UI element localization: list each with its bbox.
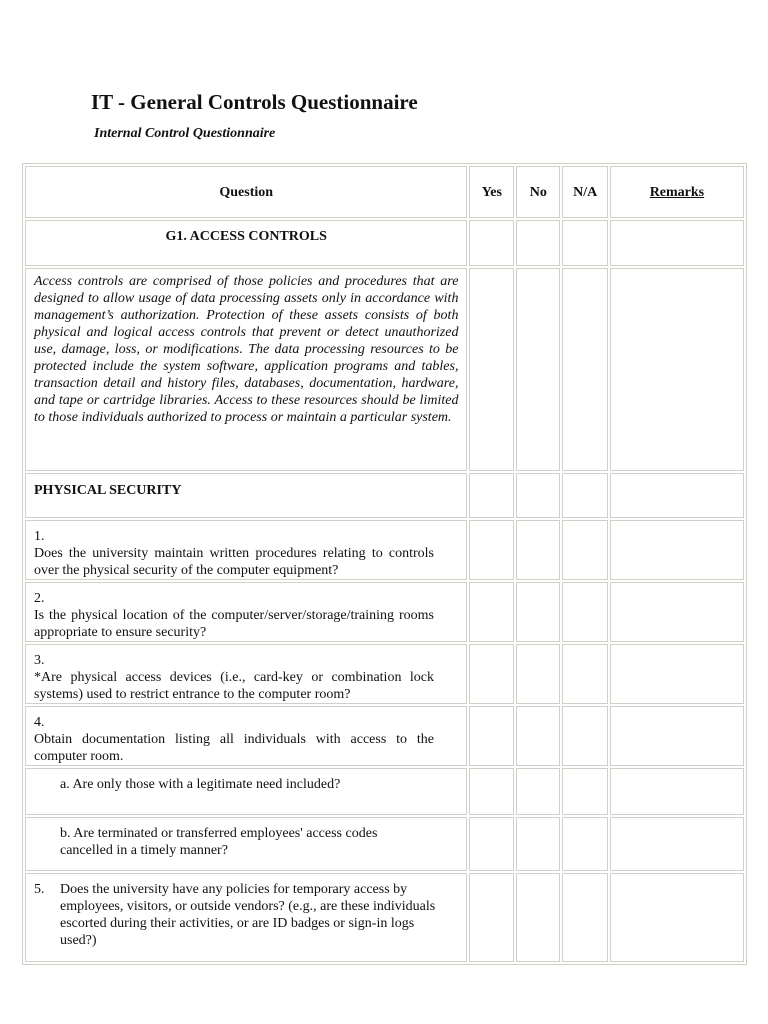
na-cell[interactable]: [562, 582, 607, 642]
remarks-cell[interactable]: [610, 520, 744, 580]
subsection-row: [25, 473, 744, 518]
yes-cell[interactable]: [469, 582, 514, 642]
question-cell: [25, 817, 467, 871]
no-cell[interactable]: [516, 220, 560, 266]
header-no: No: [516, 166, 560, 218]
question-row: [25, 520, 744, 580]
yes-cell[interactable]: [469, 644, 514, 704]
na-cell[interactable]: [562, 873, 607, 962]
question-text: *Are physical access devices (i.e., card-key or combination lock systems) used to restrict entrance to the computer room?: [34, 670, 434, 702]
question-row: [25, 582, 744, 642]
question-row: [25, 817, 744, 871]
remarks-label: Remarks: [649, 184, 705, 200]
yes-cell[interactable]: [469, 473, 514, 518]
no-cell[interactable]: [516, 768, 560, 815]
question-number: 4.: [34, 715, 45, 730]
question-number: 2.: [34, 591, 45, 606]
page-subtitle: Internal Control Questionnaire: [94, 126, 276, 141]
question-cell: [25, 644, 467, 704]
question-text: Does the university have any policies for temporary access by employees, visitors, or outside vendors? (e.g., are these individuals escorted during their activities, or are ID badges or sign-in logs used?): [60, 882, 436, 948]
na-cell[interactable]: [562, 268, 607, 471]
no-cell[interactable]: [516, 706, 560, 766]
no-cell[interactable]: [516, 473, 560, 518]
question-number: 1.: [34, 529, 45, 544]
question-cell: [25, 706, 467, 766]
remarks-cell[interactable]: [610, 582, 744, 642]
na-cell[interactable]: [562, 473, 607, 518]
na-cell[interactable]: [562, 644, 607, 704]
yes-cell[interactable]: [469, 768, 514, 815]
subsection-title: PHYSICAL SECURITY: [25, 473, 467, 518]
question-text: Obtain documentation listing all individuals with access to the computer room.: [34, 732, 434, 764]
no-cell[interactable]: [516, 582, 560, 642]
na-cell[interactable]: [562, 706, 607, 766]
remarks-cell[interactable]: [610, 268, 744, 471]
remarks-cell[interactable]: [610, 706, 744, 766]
question-number: 3.: [34, 653, 45, 668]
question-cell: [25, 873, 467, 962]
remarks-cell[interactable]: [610, 768, 744, 815]
no-cell[interactable]: [516, 268, 560, 471]
question-cell: [25, 582, 467, 642]
yes-cell[interactable]: [469, 268, 514, 471]
section-row: [25, 220, 744, 266]
question-text: b. Are terminated or transferred employees' access codes cancelled in a timely manner?: [60, 826, 378, 858]
remarks-cell[interactable]: [610, 873, 744, 962]
question-row: [25, 768, 744, 815]
na-cell[interactable]: [562, 520, 607, 580]
question-cell: [25, 520, 467, 580]
remarks-cell[interactable]: [610, 644, 744, 704]
question-cell: [25, 768, 467, 815]
questionnaire-table: [22, 163, 747, 965]
question-text: Does the university maintain written procedures relating to controls over the physical security of the computer equipment?: [34, 546, 434, 578]
header-question: Question: [25, 166, 467, 218]
yes-cell[interactable]: [469, 873, 514, 962]
section-title: G1. ACCESS CONTROLS: [25, 220, 467, 266]
na-cell[interactable]: [562, 768, 607, 815]
intro-text: Access controls are comprised of those policies and procedures that are designed to allow usage of data processing assets only in accordance with management’s authorization. Protection of these assets consists of both physical and logical access controls that prevent or detect unauthorized use, damage, loss, or modifications. The data processing resources to be protected include the system software, application programs and tables, transaction detail and history files, databases, documentation, hardware, and tape or cartridge libraries. Access to these resources should be limited to those individuals authorized to process or maintain a particular system.: [25, 268, 467, 471]
intro-row: [25, 268, 744, 471]
header-na: N/A: [562, 166, 607, 218]
remarks-cell[interactable]: [610, 817, 744, 871]
question-text: a. Are only those with a legitimate need included?: [60, 777, 341, 792]
header-remarks: [610, 166, 744, 218]
na-cell[interactable]: [562, 817, 607, 871]
yes-cell[interactable]: [469, 817, 514, 871]
question-row: [25, 873, 744, 962]
question-row: [25, 706, 744, 766]
remarks-cell[interactable]: [610, 220, 744, 266]
yes-cell[interactable]: [469, 706, 514, 766]
yes-cell[interactable]: [469, 520, 514, 580]
header-yes: Yes: [469, 166, 514, 218]
question-text: Is the physical location of the computer/server/storage/training rooms appropriate to ensure security?: [34, 608, 434, 640]
question-number: 5.: [34, 882, 45, 897]
no-cell[interactable]: [516, 817, 560, 871]
no-cell[interactable]: [516, 873, 560, 962]
no-cell[interactable]: [516, 644, 560, 704]
no-cell[interactable]: [516, 520, 560, 580]
remarks-cell[interactable]: [610, 473, 744, 518]
header-row: [25, 166, 744, 218]
yes-cell[interactable]: [469, 220, 514, 266]
na-cell[interactable]: [562, 220, 607, 266]
page-title: IT - General Controls Questionnaire: [91, 90, 418, 114]
question-row: [25, 644, 744, 704]
